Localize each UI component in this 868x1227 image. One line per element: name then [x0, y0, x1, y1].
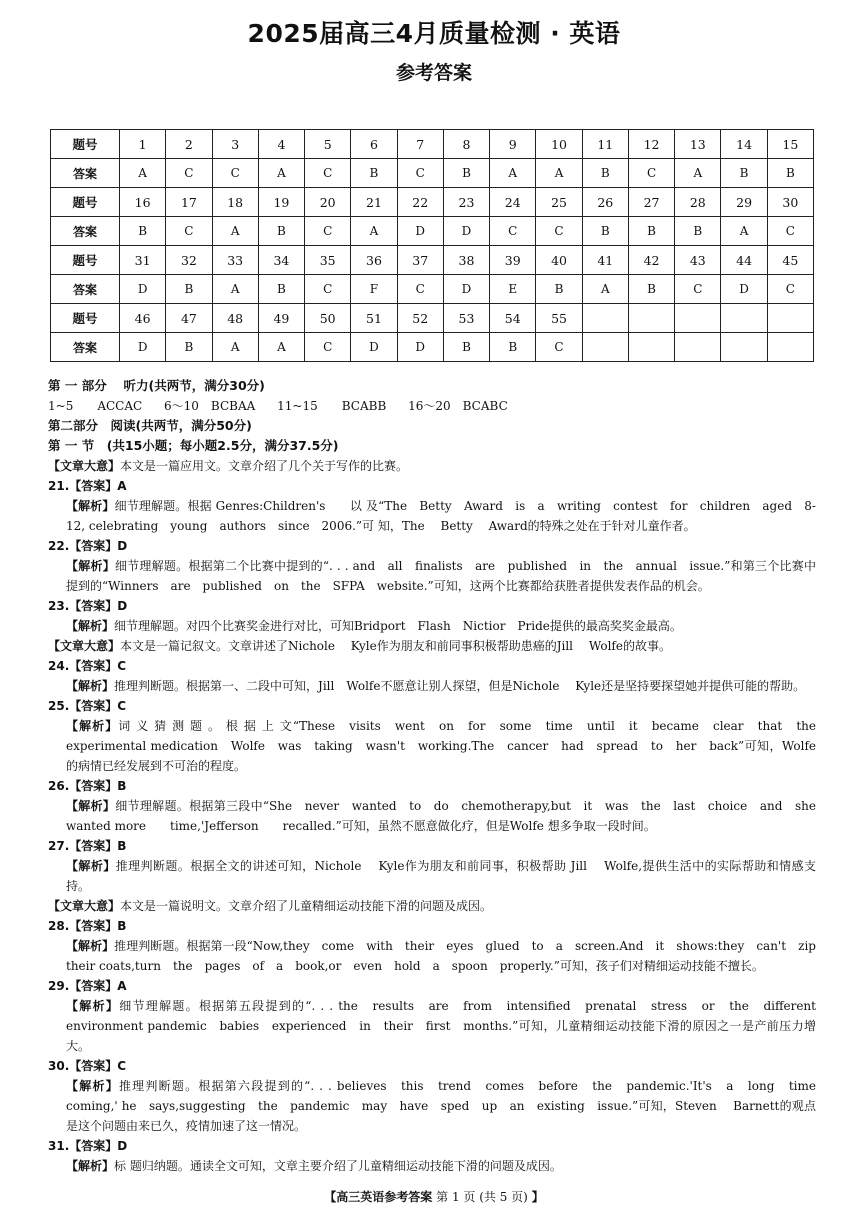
question-number-cell — [721, 304, 767, 333]
question-answer-line — [48, 596, 816, 616]
answer-cell: B — [582, 159, 628, 188]
answer-letter: B — [117, 919, 127, 933]
answer-letter: D — [117, 1139, 128, 1153]
question-number-cell: 53 — [443, 304, 489, 333]
answer-cell: F — [351, 275, 397, 304]
answer-cell: C — [767, 275, 813, 304]
question-number-cell: 36 — [351, 246, 397, 275]
answer-cell: B — [628, 217, 674, 246]
analysis-text: 推理判断题。根据全文的讲述可知，Nichole Kyle作为朋友和前同事，积极帮助 Jill Wolfe,提供生活中的实际帮助和情感支持。 — [66, 859, 816, 893]
analysis — [48, 676, 816, 696]
footer-end: 】 — [531, 1190, 544, 1204]
page-footer — [0, 1188, 868, 1205]
answer-cell: B — [582, 217, 628, 246]
question-number-cell: 16 — [120, 188, 166, 217]
answer-row — [51, 333, 814, 362]
question-number-cell: 46 — [120, 304, 166, 333]
analysis — [48, 796, 829, 836]
answer-cell: C — [166, 159, 212, 188]
question-number-cell: 18 — [212, 188, 258, 217]
answer-cell: C — [490, 217, 536, 246]
answer-label: 答案 — [51, 275, 120, 304]
listening-answers — [48, 396, 816, 416]
analysis-tag: 【解析】 — [66, 499, 115, 513]
number-label: 题号 — [51, 304, 120, 333]
answer-cell: C — [397, 159, 443, 188]
answer-cell — [628, 333, 674, 362]
answer-cell: A — [675, 159, 721, 188]
number-row — [51, 130, 814, 159]
question-number-cell: 37 — [397, 246, 443, 275]
analysis-tag: 【解析】 — [66, 719, 119, 733]
answer-cell: C — [628, 159, 674, 188]
answer-cell: A — [721, 217, 767, 246]
answer-cell: A — [258, 159, 304, 188]
number-label: 题号 — [51, 130, 120, 159]
answer-cell: C — [212, 159, 258, 188]
analysis-text: 细节理解题。对四个比赛奖金进行对比，可知Bridport Flash Nictior Pride提供的最高奖奖金最高。 — [114, 619, 682, 633]
summary-text: 本文是一篇记叙文。文章讲述了Nichole Kyle作为朋友和前同事积极帮助患癌的Jill Wolfe的故事。 — [120, 639, 671, 653]
analysis — [48, 856, 816, 896]
answer-cell: B — [721, 159, 767, 188]
question-number-cell: 33 — [212, 246, 258, 275]
analysis-text: 细节理解题。根据第五段提到的“. . . the results are from intensified prenatal stress or the different environment pandemic babies experienced in their first months.”可知，儿童精细运动技能下滑的原因之一是产前压力增大。 — [66, 999, 829, 1053]
answer-tag: 【答案】 — [69, 1139, 118, 1153]
question-number-cell: 41 — [582, 246, 628, 275]
question-number-cell: 31 — [120, 246, 166, 275]
question-number-cell — [767, 304, 813, 333]
question-number-cell — [628, 304, 674, 333]
answer-tag: 【答案】 — [69, 1059, 118, 1073]
question-number-cell: 9 — [490, 130, 536, 159]
analysis-tag: 【解析】 — [66, 619, 115, 633]
analysis-text: 词 义 猜 测 题 。 根 据 上 文“These visits went on for some time until it became clear that the experimental medication Wolfe was taking wasn't working.The cancer had spread to her back”可知，Wolfe 的病情已经发展到不可治的程度。 — [66, 719, 828, 773]
number-row — [51, 304, 814, 333]
answer-cell: B — [351, 159, 397, 188]
question-number-cell: 50 — [305, 304, 351, 333]
answer-tag: 【答案】 — [69, 699, 118, 713]
question-number-cell: 27 — [628, 188, 674, 217]
answer-cell: A — [490, 159, 536, 188]
answer-cell: B — [258, 275, 304, 304]
analysis-text: 细节理解题。根据 Genres:Children's 以 及“The Betty Award is a writing contest for children aged 8-12, celebrating young authors since 2006.”可 知，The Betty Award的特殊之处在于针对儿童作者。 — [66, 499, 816, 533]
answer-cell: C — [305, 275, 351, 304]
analysis-tag: 【解析】 — [66, 939, 115, 953]
answer-cell: A — [120, 159, 166, 188]
analysis-tag: 【解析】 — [66, 1079, 119, 1093]
question-number: 26. — [48, 779, 70, 793]
question-number: 21. — [48, 479, 70, 493]
analysis-tag: 【解析】 — [66, 999, 120, 1013]
answer-tag: 【答案】 — [69, 599, 118, 613]
number-label: 题号 — [51, 246, 120, 275]
question-number-cell: 35 — [305, 246, 351, 275]
answer-cell: B — [767, 159, 813, 188]
answer-label: 答案 — [51, 159, 120, 188]
analysis — [48, 1076, 829, 1136]
answer-cell: B — [675, 217, 721, 246]
section1-heading: 第 一 节 (共15小题；每小题2.5分，满分37.5分) — [48, 438, 339, 453]
summary-tag: 【文章大意】 — [48, 459, 121, 473]
answer-letter: C — [117, 659, 127, 673]
question-number-cell: 21 — [351, 188, 397, 217]
question-number-cell — [582, 304, 628, 333]
answer-cell: B — [258, 217, 304, 246]
answer-cell: D — [120, 333, 166, 362]
analysis-text: 推理判断题。根据第一、二段中可知，Jill Wolfe不愿意让别人探望，但是Nichole Kyle还是坚持要探望她并提供可能的帮助。 — [114, 679, 806, 693]
answer-cell: B — [166, 333, 212, 362]
question-number-cell: 14 — [721, 130, 767, 159]
question-number-cell: 55 — [536, 304, 582, 333]
answer-letter: C — [117, 699, 127, 713]
listening-group: 6～10 BCBAA — [164, 399, 256, 413]
answer-cell: B — [120, 217, 166, 246]
question-number-cell: 38 — [443, 246, 489, 275]
analysis — [48, 616, 816, 636]
question-answer-line — [48, 836, 816, 856]
answer-cell: B — [490, 333, 536, 362]
question-number-cell: 22 — [397, 188, 443, 217]
question-number-cell: 4 — [258, 130, 304, 159]
analysis-text: 细节理解题。根据第三段中“She never wanted to do chemotherapy,but it was the last choice and she wanted more time,'Jefferson recalled.”可知，虽然不愿意做化疗，但是Wolfe 想多争取一段时间。 — [66, 799, 829, 833]
question-number-cell: 42 — [628, 246, 674, 275]
answer-cell: B — [628, 275, 674, 304]
answer-letter: C — [117, 1059, 127, 1073]
footer-page: 第 1 页 (共 5 页) — [436, 1190, 528, 1204]
answer-tag: 【答案】 — [69, 979, 118, 993]
question-number-cell: 44 — [721, 246, 767, 275]
analysis — [48, 716, 828, 776]
passage-summary — [48, 896, 816, 916]
question-number: 23. — [48, 599, 70, 613]
question-answer-line — [48, 1136, 816, 1156]
answer-cell: C — [397, 275, 443, 304]
answer-cell: C — [166, 217, 212, 246]
answer-cell: D — [397, 333, 443, 362]
page-title: 2025届高三4月质量检测 · 英语 — [247, 19, 621, 48]
answer-cell: A — [212, 333, 258, 362]
analysis-tag: 【解析】 — [66, 1159, 115, 1173]
question-number: 22. — [48, 539, 70, 553]
answer-cell: C — [536, 333, 582, 362]
answer-tag: 【答案】 — [69, 659, 118, 673]
question-number-cell: 5 — [305, 130, 351, 159]
summary-tag: 【文章大意】 — [48, 639, 121, 653]
answer-tag: 【答案】 — [69, 839, 118, 853]
question-number-cell: 24 — [490, 188, 536, 217]
question-number: 27. — [48, 839, 70, 853]
question-number-cell: 43 — [675, 246, 721, 275]
answer-tag: 【答案】 — [69, 479, 118, 493]
answer-content — [48, 376, 829, 1176]
answer-letter: A — [117, 979, 127, 993]
question-answer-line — [48, 776, 816, 796]
question-number-cell: 51 — [351, 304, 397, 333]
answer-cell: D — [443, 275, 489, 304]
question-number-cell: 6 — [351, 130, 397, 159]
analysis — [48, 996, 829, 1056]
analysis-tag: 【解析】 — [66, 679, 115, 693]
answer-cell — [767, 333, 813, 362]
answer-cell — [675, 333, 721, 362]
passage-summary — [48, 456, 816, 476]
answer-tag: 【答案】 — [69, 919, 118, 933]
question-number-cell — [675, 304, 721, 333]
question-answer-line — [48, 656, 816, 676]
part2-heading: 第二部分 阅读(共两节，满分50分) — [48, 418, 252, 433]
question-number-cell: 10 — [536, 130, 582, 159]
answer-letter: D — [117, 539, 128, 553]
answer-row — [51, 275, 814, 304]
answer-tag: 【答案】 — [69, 779, 118, 793]
question-number-cell: 54 — [490, 304, 536, 333]
question-number-cell: 17 — [166, 188, 212, 217]
passage-summary — [48, 636, 816, 656]
question-number: 25. — [48, 699, 70, 713]
analysis-text: 推理判断题。根据第六段提到的“. . . believes this trend comes before the pandemic.'It's a long time coming,' he says,suggesting the pandemic may have sped up an existing issue.”可知，Steven Barnett的观点是这个问题由来已久，疫情加速了这一情况。 — [66, 1079, 829, 1133]
analysis-text: 推理判断题。根据第一段“Now,they come with their eyes glued to a screen.And it shows:they can't zip their coats,turn the pages of a book,or even hold a spoon properly.”可知，孩子们对精细运动技能不擅长。 — [66, 939, 828, 973]
summary-tag: 【文章大意】 — [48, 899, 121, 913]
question-number-cell: 26 — [582, 188, 628, 217]
question-number: 24. — [48, 659, 70, 673]
question-answer-line — [48, 976, 816, 996]
listening-group: 1~5 ACCAC — [48, 399, 143, 413]
number-row — [51, 246, 814, 275]
answer-cell: C — [675, 275, 721, 304]
number-label: 题号 — [51, 188, 120, 217]
question-number-cell: 25 — [536, 188, 582, 217]
answer-tag: 【答案】 — [69, 539, 118, 553]
footer-label: 【高三英语参考答案 — [324, 1190, 433, 1204]
answer-letter: D — [117, 599, 128, 613]
answer-cell — [721, 333, 767, 362]
question-number-cell: 48 — [212, 304, 258, 333]
number-row — [51, 188, 814, 217]
question-answer-line — [48, 476, 816, 496]
answer-cell: A — [258, 333, 304, 362]
answer-cell: D — [120, 275, 166, 304]
question-number-cell: 7 — [397, 130, 443, 159]
question-answer-line — [48, 916, 816, 936]
answer-row — [51, 159, 814, 188]
analysis-tag: 【解析】 — [66, 559, 115, 573]
summary-text: 本文是一篇说明文。文章介绍了儿童精细运动技能下滑的问题及成因。 — [120, 899, 493, 913]
answer-letter: B — [117, 779, 127, 793]
question-number-cell: 40 — [536, 246, 582, 275]
answer-label: 答案 — [51, 217, 120, 246]
answer-cell: B — [166, 275, 212, 304]
question-number-cell: 49 — [258, 304, 304, 333]
question-number-cell: 2 — [166, 130, 212, 159]
answer-cell: A — [351, 217, 397, 246]
answer-cell: C — [305, 333, 351, 362]
question-number-cell: 13 — [675, 130, 721, 159]
page-subtitle: 参考答案 — [395, 62, 472, 84]
answer-cell: B — [443, 159, 489, 188]
question-number-cell: 34 — [258, 246, 304, 275]
question-answer-line — [48, 1056, 816, 1076]
question-number-cell: 28 — [675, 188, 721, 217]
answer-cell: B — [443, 333, 489, 362]
answer-cell: D — [443, 217, 489, 246]
question-answer-line — [48, 536, 816, 556]
question-number-cell: 32 — [166, 246, 212, 275]
analysis — [48, 556, 816, 596]
answer-cell: D — [721, 275, 767, 304]
answer-cell: D — [351, 333, 397, 362]
summary-text: 本文是一篇应用文。文章介绍了几个关于写作的比赛。 — [120, 459, 409, 473]
analysis — [48, 496, 816, 536]
answer-cell: D — [397, 217, 443, 246]
answer-cell: B — [536, 275, 582, 304]
answer-cell: A — [582, 275, 628, 304]
answer-cell: A — [536, 159, 582, 188]
answer-cell: C — [305, 159, 351, 188]
question-number-cell: 29 — [721, 188, 767, 217]
question-number-cell: 39 — [490, 246, 536, 275]
answer-cell: A — [212, 275, 258, 304]
answer-cell: C — [767, 217, 813, 246]
analysis — [48, 936, 828, 976]
question-number-cell: 45 — [767, 246, 813, 275]
question-number-cell: 11 — [582, 130, 628, 159]
question-number-cell: 8 — [443, 130, 489, 159]
question-number-cell: 30 — [767, 188, 813, 217]
answer-cell: C — [536, 217, 582, 246]
listening-group: 11~15 BCABB — [277, 399, 387, 413]
question-number-cell: 15 — [767, 130, 813, 159]
question-number: 29. — [48, 979, 70, 993]
analysis-text: 标 题归纳题。通读全文可知，文章主要介绍了儿童精细运动技能下滑的问题及成因。 — [114, 1159, 562, 1173]
listening-group: 16～20 BCABC — [408, 399, 508, 413]
question-number: 31. — [48, 1139, 70, 1153]
question-answer-line — [48, 696, 816, 716]
answer-cell — [582, 333, 628, 362]
question-number-cell: 1 — [120, 130, 166, 159]
question-number-cell: 52 — [397, 304, 443, 333]
question-number: 28. — [48, 919, 70, 933]
question-number-cell: 20 — [305, 188, 351, 217]
answer-cell: A — [212, 217, 258, 246]
question-number: 30. — [48, 1059, 70, 1073]
analysis-text: 细节理解题。根据第二个比赛中提到的“. . . and all finalists are published in the annual issue.”和第三个比赛中提到的“Winners are published on the SFPA website.”可知，这两个比赛都给获胜者提供发表作品的机会。 — [66, 559, 816, 593]
question-number-cell: 19 — [258, 188, 304, 217]
answer-row — [51, 217, 814, 246]
answer-cell: E — [490, 275, 536, 304]
answer-cell: C — [305, 217, 351, 246]
analysis-tag: 【解析】 — [66, 859, 116, 873]
answer-table — [50, 129, 814, 362]
analysis-tag: 【解析】 — [66, 799, 116, 813]
answer-letter: A — [117, 479, 127, 493]
part1-heading: 第 一 部分 听力(共两节，满分30分) — [48, 378, 265, 393]
question-number-cell: 3 — [212, 130, 258, 159]
analysis — [48, 1156, 816, 1176]
answer-letter: B — [117, 839, 127, 853]
question-number-cell: 23 — [443, 188, 489, 217]
passages — [48, 456, 829, 1176]
question-number-cell: 47 — [166, 304, 212, 333]
question-number-cell: 12 — [628, 130, 674, 159]
answer-label: 答案 — [51, 333, 120, 362]
